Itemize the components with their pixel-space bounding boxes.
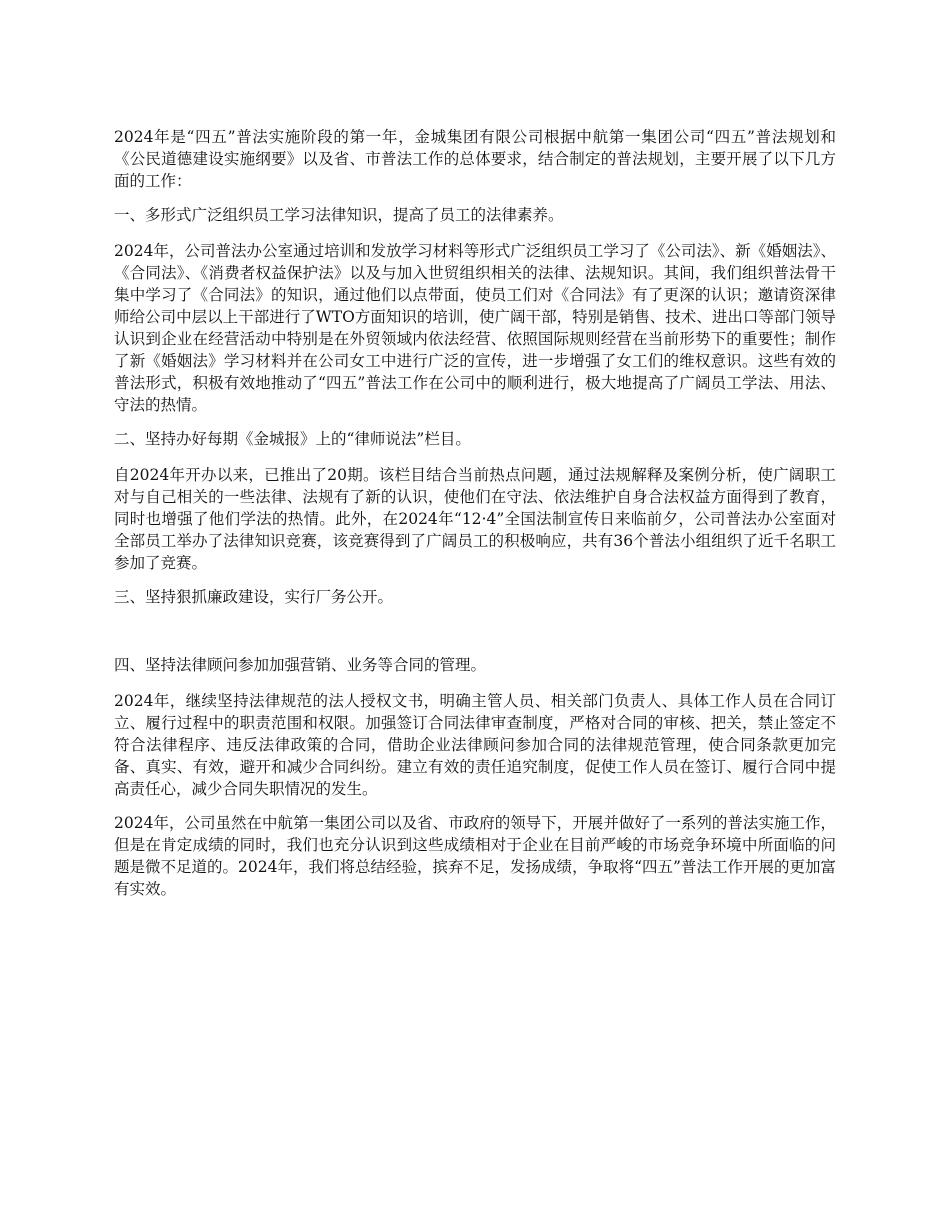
conclusion-paragraph: 2024年，公司虽然在中航第一集团公司以及省、市政府的领导下，开展并做好了一系列的普法实施工作，但是在肯定成绩的同时，我们也充分认识到这些成绩相对于企业在目前严峻的市场竞争环境中所面临的问题是微不足道的。2024年，我们将总结经验，摈弃不足，发扬成绩，争取将“四五”普法工作开展的更加富有实效。 — [114, 814, 836, 898]
section-4-paragraph: 2024年，继续坚持法律规范的法人授权文书，明确主管人员、相关部门负责人、具体工作人员在合同订立、履行过程中的职责范围和权限。加强签订合同法律审查制度，严格对合同的审核、把关，禁止签定不符合法律程序、违反法律政策的合同，借助企业法律顾问参加合同的法律规范管理，使合同条款更加完备、真实、有效，避开和减少合同纠纷。建立有效的责任追究制度，促使工作人员在签订、履行合同中提高责任心，减少合同失职情况的发生。 — [114, 692, 836, 798]
section-2-paragraph: 自2024年开办以来，已推出了20期。该栏目结合当前热点问题，通过法规解释及案例分析，使广阔职工对与自己相关的一些法律、法规有了新的认识，使他们在守法、依法维护自身合法权益方面得到了教育，同时也增强了他们学法的热情。此外，在2024年“12·4”全国法制宣传日来临前夕，公司普法办公室面对全部员工举办了法律知识竞赛，该竞赛得到了广阔员工的积极响应，共有36个普法小组组织了近千名职工参加了竞赛。 — [114, 466, 836, 572]
section-heading-4: 四、坚持法律顾问参加加强营销、业务等合同的管理。 — [114, 656, 487, 674]
section-1-paragraph: 2024年，公司普法办公室通过培训和发放学习材料等形式广泛组织员工学习了《公司法》、新《婚姻法》、《合同法》、《消费者权益保护法》以及与加入世贸组织相关的法律、法规知识。其间，我们组织普法骨干集中学习了《合同法》的知识，通过他们以点带面，使员工们对《合同法》有了更深的认识；邀请资深律师给公司中层以上干部进行了WTO方面知识的培训，使广阔干部，特别是销售、技术、进出口等部门领导认识到企业在经营活动中特别是在外贸领域内依法经营、依照国际规则经营在当前形势下的重要性；制作了新《婚姻法》学习材料并在公司女工中进行广泛的宣传，进一步增强了女工们的维权意识。这些有效的普法形式，积极有效地推动了“四五”普法工作在公司中的顺利进行，极大地提高了广阔员工学法、用法、守法的热情。 — [114, 242, 836, 414]
intro-paragraph: 2024年是“四五”普法实施阶段的第一年，金城集团有限公司根据中航第一集团公司“四五”普法规划和《公民道德建设实施纲要》以及省、市普法工作的总体要求，结合制定的普法规划，主要开展了以下几方面的工作： — [114, 128, 836, 190]
document-body — [114, 126, 836, 912]
section-heading-1: 一、多形式广泛组织员工学习法律知识，提高了员工的法律素养。 — [114, 206, 564, 224]
section-heading-3: 三、坚持狠抓廉政建设，实行厂务公开。 — [114, 588, 394, 606]
section-heading-2: 二、坚持办好每期《金城报》上的“律师说法”栏目。 — [114, 430, 471, 448]
